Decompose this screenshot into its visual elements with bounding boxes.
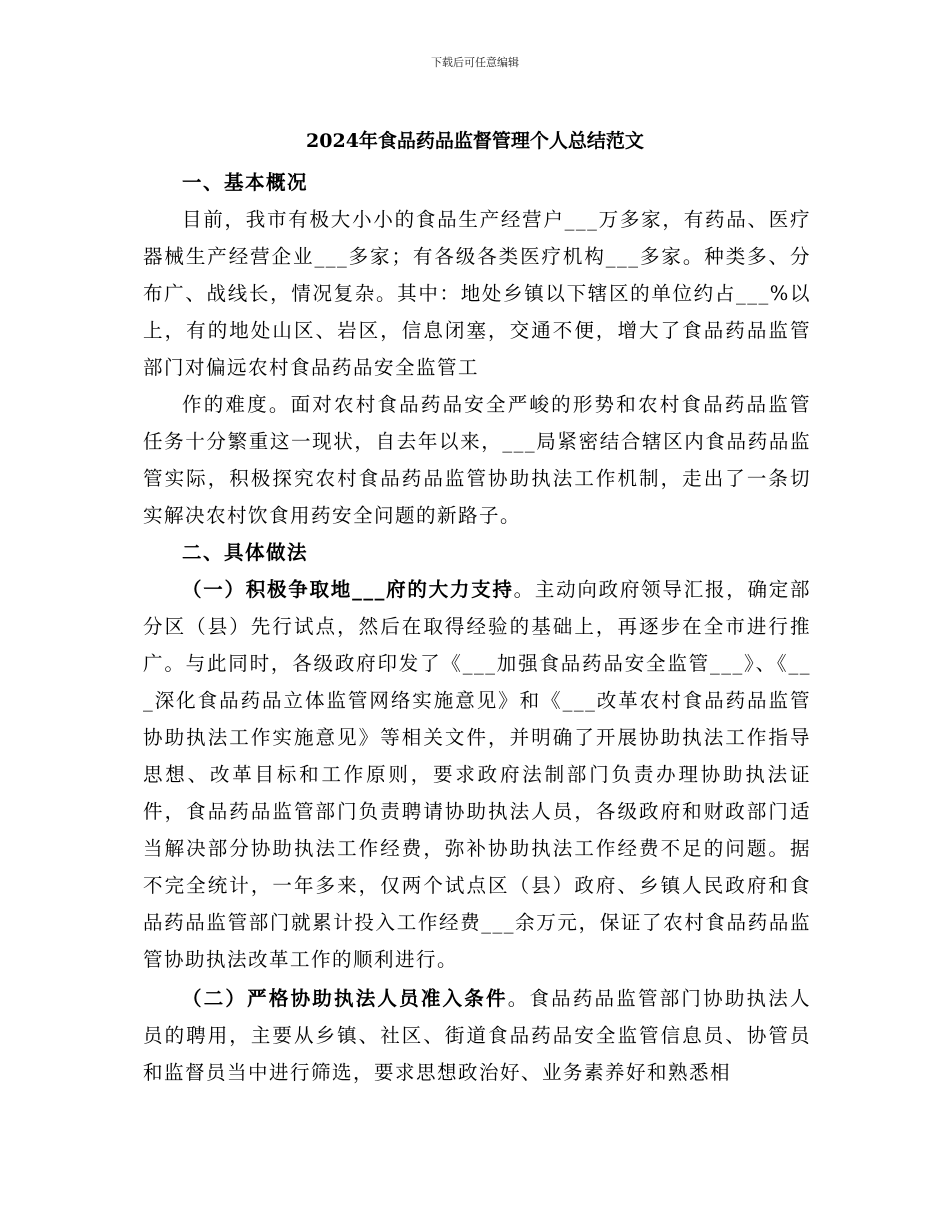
paragraph-method-1 xyxy=(143,571,811,978)
document-title: 2024年食品药品监督管理个人总结范文 xyxy=(306,130,644,152)
paragraph-overview-2: 作的难度。面对农村食品药品安全严峻的形势和农村食品药品监管任务十分繁重这一现状，自去年以来，___局紧密结合辖区内食品药品监管实际，积极探究农村食品药品监管协助执法工作机制，走出了一条切实解决农村饮食用药安全问题的新路子。 xyxy=(143,393,811,527)
paragraph-lead-1: （一）积极争取地___府的大力支持 xyxy=(182,578,514,601)
paragraph-text-2: 。食品药品监管部门协助执法人员的聘用，主要从乡镇、社区、街道食品药品安全监管信息员、协管员和监督员当中进行筛选，要求思想政治好、业务素养好和熟悉相 xyxy=(143,987,811,1084)
paragraph-method-2 xyxy=(143,980,811,1091)
header-note: 下载后可任意编辑 xyxy=(431,56,519,69)
document-body xyxy=(143,164,811,1091)
section-heading-text: 二、具体做法 xyxy=(182,541,309,564)
paragraph-lead-2: （二）严格协助执法人员准入条件 xyxy=(182,987,508,1010)
paragraph-text-1: 。主动向政府领导汇报，确定部分区（县）先行试点，然后在取得经验的基础上，再逐步在全市进行推广。与此同时，各级政府印发了《___加强食品药品安全监管___》、《___深化食品药品立体监管网络实施意见》和《___改革农村食品药品监管协助执法工作实施意见》等相关文件，并明确了开展协助执法工作指导思想、改革目标和工作原则，要求政府法制部门负责办理协助执法证件，食品药品监管部门负责聘请协助执法人员，各级政府和财政部门适当解决部分协助执法工作经费，弥补协助执法工作经费不足的问题。据不完全统计，一年多来，仅两个试点区（县）政府、乡镇人民政府和食品药品监管部门就累计投入工作经费___余万元，保证了农村食品药品监管协助执法改革工作的顺利进行。 xyxy=(143,578,811,971)
section-heading-specific-methods xyxy=(143,534,811,571)
paragraph-overview-1: 目前，我市有极大小小的食品生产经营户___万多家，有药品、医疗器械生产经营企业___多家；有各级各类医疗机构___多家。种类多、分布广、战线长，情况复杂。其中：地处乡镇以下辖区的单位约占___%以上，有的地处山区、岩区，信息闭塞，交通不便，增大了食品药品监管部门对偏远农村食品药品安全监管工 xyxy=(143,208,811,379)
section-heading-basic-overview: 一、基本概况 xyxy=(182,171,309,194)
